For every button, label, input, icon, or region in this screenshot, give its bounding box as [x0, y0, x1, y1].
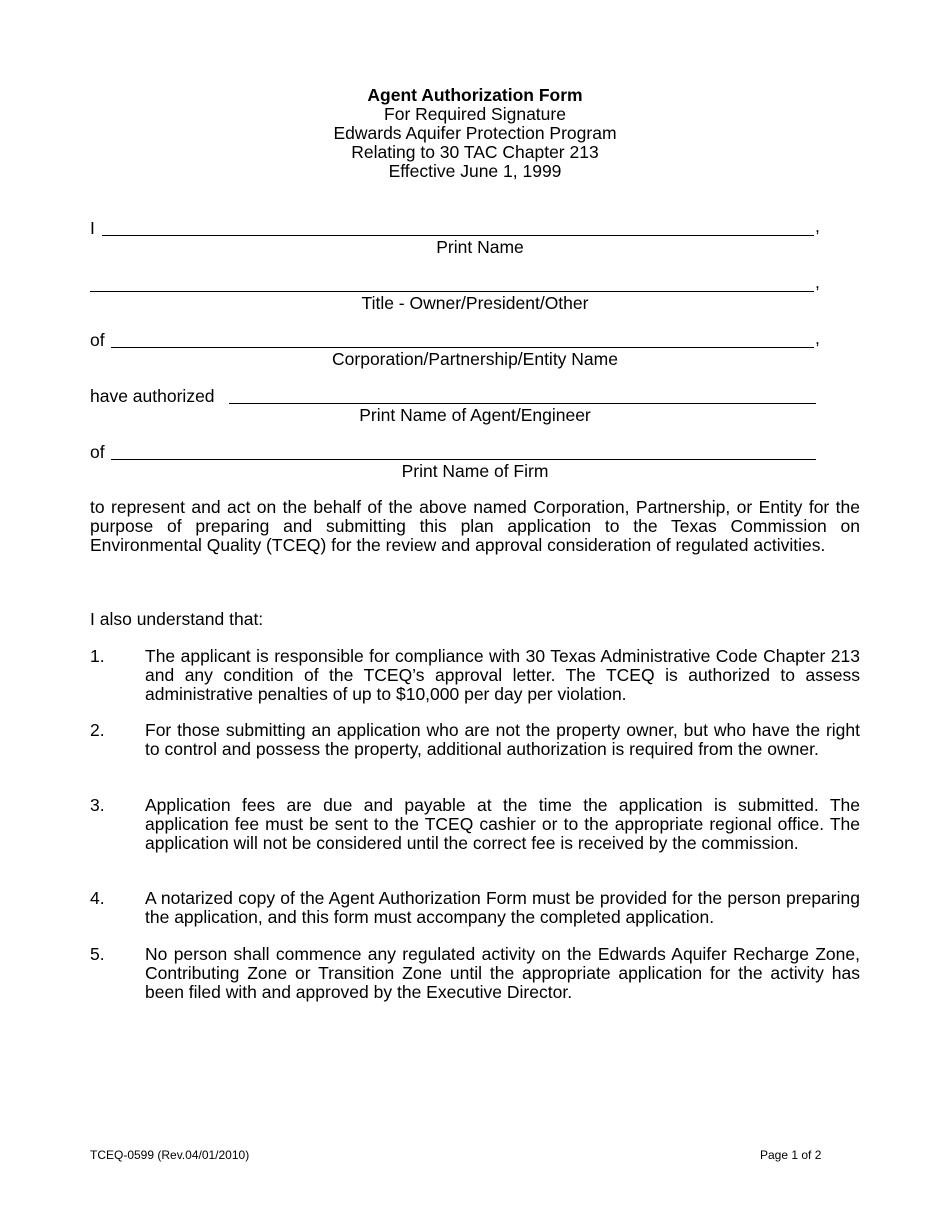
item-number: 5. [90, 944, 105, 964]
firm-prefix: of [90, 442, 105, 462]
entity-caption: Corporation/Partnership/Entity Name [332, 349, 618, 369]
form-number: TCEQ-0599 (Rev.04/01/2010) [90, 1148, 250, 1162]
item-text: For those submitting an application who are not the property owner, but who have the right to control and possess the property, additional authorization is required from the owner. [145, 720, 860, 759]
item-text: A notarized copy of the Agent Authorization Form must be provided for the person preparing the application, and this form must accompany the completed application. [145, 888, 860, 927]
entity-prefix: of [90, 330, 105, 350]
entity-comma: , [815, 328, 820, 348]
page-number: Page 1 of 2 [760, 1148, 822, 1162]
item-number: 1. [90, 646, 105, 666]
print-name-field[interactable] [102, 235, 814, 236]
authorization-statement: to represent and act on the behalf of the above named Corporation, Partnership, or Entity for the purpose of preparing and submitting this plan application to the Texas Commission on Environmental Quality (TCEQ) for the review and approval consideration of regulated activities. [90, 497, 860, 555]
item-number: 4. [90, 888, 105, 908]
regulation-reference: Relating to 30 TAC Chapter 213 [351, 142, 599, 162]
firm-caption: Print Name of Firm [401, 461, 549, 481]
item-text: Application fees are due and payable at the time the application is submitted. The application fee must be sent to the TCEQ cashier or to the appropriate regional office. The application will not be considered until the correct fee is received by the commission. [145, 795, 860, 853]
effective-date: Effective June 1, 1999 [388, 161, 562, 181]
entity-name-field[interactable] [111, 347, 814, 348]
title-caption: Title - Owner/President/Other [361, 293, 589, 313]
item-text: No person shall commence any regulated activity on the Edwards Aquifer Recharge Zone, Contributing Zone or Transition Zone until the appropriate application for the activity has been filed with and approved by the Executive Director. [145, 944, 860, 1002]
agent-caption: Print Name of Agent/Engineer [359, 405, 591, 425]
agent-prefix: have authorized [90, 386, 215, 406]
form-header [0, 86, 950, 181]
program-name: Edwards Aquifer Protection Program [333, 123, 617, 143]
title-field[interactable] [90, 291, 814, 292]
title-comma: , [815, 272, 820, 292]
agent-name-field[interactable] [229, 403, 816, 404]
understand-intro: I also understand that: [90, 609, 264, 629]
form-title: Agent Authorization Form [367, 85, 583, 105]
item-text: The applicant is responsible for compliance with 30 Texas Administrative Code Chapter 213 and any condition of the TCEQ’s approval letter. The TCEQ is authorized to assess administrative penalties of up to $10,000 per day per violation. [145, 646, 860, 704]
item-number: 2. [90, 720, 105, 740]
name-comma: , [815, 216, 820, 236]
firm-name-field[interactable] [111, 459, 816, 460]
name-prefix: I [90, 218, 95, 238]
print-name-caption: Print Name [436, 237, 524, 257]
form-subtitle: For Required Signature [384, 104, 566, 124]
item-number: 3. [90, 795, 105, 815]
